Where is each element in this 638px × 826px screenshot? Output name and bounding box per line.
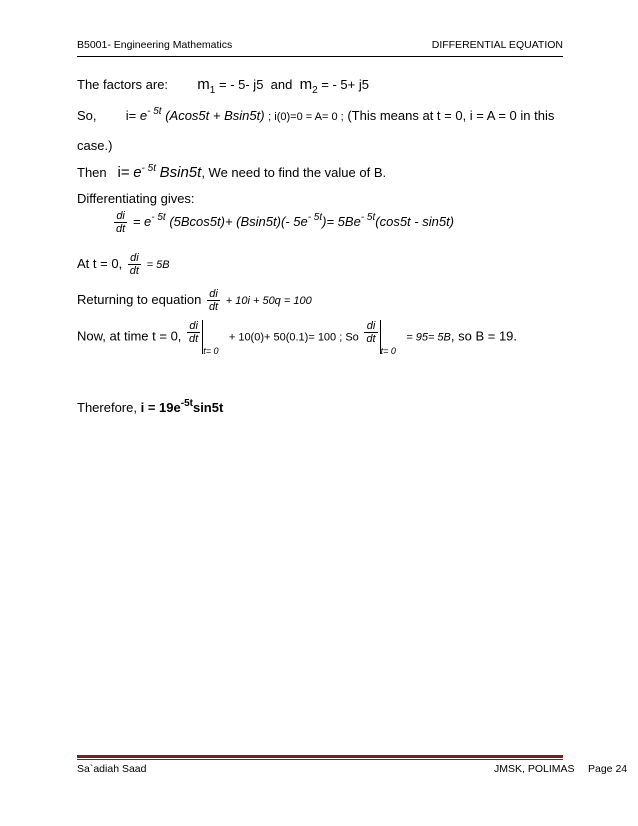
at-label: At t = 0, [77, 255, 123, 271]
diff-numerator: di [114, 210, 127, 223]
diff-exp2: - 5t [307, 211, 323, 223]
at-fraction [128, 252, 141, 277]
m1-subscript: 1 [209, 85, 216, 96]
so2-value: = 95= 5B [406, 331, 451, 344]
header-rule [77, 56, 563, 57]
returning-denominator: dt [208, 301, 219, 313]
footer-rule-thin [77, 759, 563, 760]
now-fraction [187, 320, 200, 345]
header-course-title: B5001- Engineering Mathematics [77, 39, 233, 51]
at-value: = 5B [146, 258, 170, 271]
diff-fraction [114, 210, 127, 235]
so-condition: ; i(0)=0 = A= 0 ; [268, 111, 344, 123]
therefore-expression: i = 19e [140, 400, 181, 415]
now-denominator: dt [189, 333, 199, 345]
now-line [77, 320, 517, 354]
then-e: e [133, 164, 142, 181]
so-general-solution: (Acos5t + Bsin5t) [165, 108, 265, 123]
diff-part1: (5Bcos5t)+ (Bsin5t)(- 5e [169, 213, 308, 229]
factors-line [77, 76, 369, 96]
diff-exp3: - 5t [360, 211, 376, 223]
returning-equation: + 10i + 50q = 100 [225, 294, 312, 307]
at-numerator: di [128, 252, 141, 265]
returning-label: Returning to equation [77, 291, 202, 307]
diff-part2: )= 5Be [322, 213, 361, 229]
footer-author: Sa`adiah Saad [77, 763, 147, 775]
then-exponent: - 5t [141, 163, 156, 174]
then-label: Then [77, 165, 107, 180]
footer-rule-thick [77, 755, 563, 758]
therefore-exponent: -5t [180, 398, 193, 409]
m1-symbol: m [197, 76, 210, 93]
m2-subscript: 2 [312, 85, 318, 96]
footer-page-number: Page 24 [588, 763, 628, 775]
factors-label: The factors are: [77, 77, 169, 92]
therefore-label: Therefore, [77, 400, 137, 415]
therefore-end: sin5t [192, 400, 224, 415]
case-line: case.) [77, 138, 113, 153]
so-i: i= [125, 108, 137, 123]
therefore-line [77, 400, 223, 415]
returning-numerator: di [207, 288, 220, 301]
and-word: and [270, 77, 293, 92]
then-note: , We need to find the value of B. [201, 165, 387, 180]
then-line [77, 164, 386, 181]
now-label: Now, at time t = 0, [77, 328, 182, 344]
m2-symbol: m [299, 76, 313, 93]
so2-numerator: di [364, 320, 377, 333]
so-note: (This means at t = 0, i = A = 0 in this [347, 108, 555, 123]
so2-denominator: dt [366, 333, 376, 345]
returning-line [77, 288, 312, 313]
so-e: e [139, 108, 148, 123]
diff-equation [112, 210, 454, 235]
so2-fraction [364, 320, 377, 345]
header-chapter-title: DIFFERENTIAL EQUATION [431, 39, 563, 51]
then-i: i= [117, 164, 130, 181]
at-denominator: dt [129, 265, 139, 277]
m1-value: = - 5- j5 [218, 77, 264, 92]
diff-label: Differentiating gives: [77, 191, 195, 206]
so2-end: , so B = 19. [450, 328, 518, 344]
then-rest: Bsin5t [159, 164, 202, 181]
so2-eval-subscript: t= 0 [380, 346, 396, 356]
diff-denominator: dt [116, 223, 126, 235]
diff-part3: (cos5t - sin5t) [375, 213, 455, 229]
at-line [77, 252, 170, 277]
so-label: So, [77, 108, 97, 123]
now-eval [185, 320, 219, 356]
footer-institution: JMSK, POLIMAS [494, 763, 575, 775]
so-exponent: - 5t [147, 106, 162, 117]
diff-exp1: - 5t [151, 211, 166, 223]
diff-eq1: = e [132, 213, 152, 229]
returning-fraction [207, 288, 220, 313]
m2-value: = - 5+ j5 [321, 77, 369, 92]
so2-eval [362, 320, 396, 356]
so-line [77, 108, 554, 123]
now-value: + 10(0)+ 50(0.1)= 100 ; So [228, 331, 359, 344]
now-numerator: di [187, 320, 200, 333]
now-eval-subscript: t= 0 [203, 346, 219, 356]
